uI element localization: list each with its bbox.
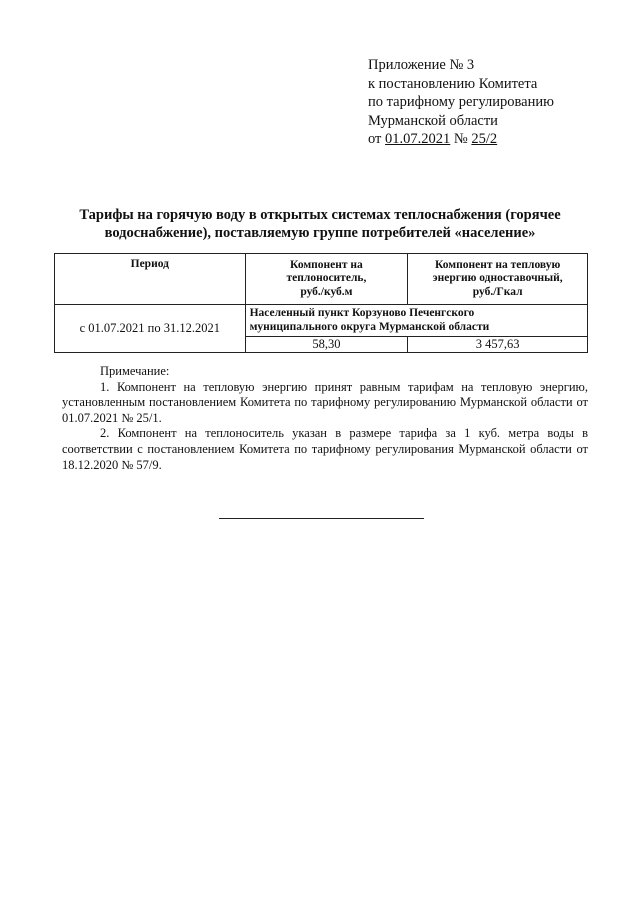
header-energy [408, 254, 588, 305]
header-coolant [245, 254, 408, 305]
settlement-line-2: муниципального округа Мурманской области [249, 320, 490, 333]
title-line-2: водоснабжение), поставляемую группе потребителей «население» [104, 225, 536, 241]
settlement-line-1: Населенный пункт Корзуново Печенгского [249, 307, 475, 319]
header-energy-line-2: энергию одноставочный, [432, 272, 563, 285]
appendix-date-line [368, 130, 554, 149]
header-period: Период [55, 254, 246, 305]
note-item-2: 2. Компонент на теплоноситель указан в размере тарифа за 1 куб. метра воды в соответствии с постановлением Комитета по тарифному регулирования Мурманской области от 18.12.2020 № 57/9. [62, 426, 588, 472]
appendix-line-1: Приложение № 3 [368, 57, 475, 73]
note-item-1: 1. Компонент на тепловую энергию принят равным тарифам на тепловую энергию, установленным постановлением Комитета по тарифному регулированию Мурманской области от 01.07.2021 № 25/1. [62, 379, 588, 425]
header-coolant-line-2: теплоноситель, [286, 272, 367, 285]
table-row [55, 305, 588, 337]
appendix-date: 01.07.2021 [385, 131, 451, 147]
notes-block [62, 364, 588, 473]
appendix-line-3: по тарифному регулированию [368, 94, 554, 110]
document-title [40, 206, 600, 242]
appendix-line-4: Мурманской области [368, 112, 498, 129]
appendix-line-2: к постановлению Комитета [368, 75, 538, 92]
table-header-row [55, 254, 588, 305]
appendix-block [368, 56, 554, 149]
title-line-1: Тарифы на горячую воду в открытых системах теплоснабжения (горячее [79, 207, 561, 223]
settlement-cell [245, 305, 587, 337]
notes-heading: Примечание: [100, 364, 170, 378]
header-coolant-line-3: руб./куб.м [300, 285, 353, 298]
header-coolant-line-1: Компонент на [290, 258, 363, 271]
header-energy-line-3: руб./Гкал [472, 285, 523, 298]
energy-value-cell: 3 457,63 [408, 337, 588, 353]
coolant-value-cell: 58,30 [245, 337, 408, 353]
appendix-date-prefix: от [368, 131, 382, 147]
header-energy-line-1: Компонент на тепловую [435, 258, 561, 271]
tariff-table [54, 253, 588, 353]
appendix-number: 25/2 [471, 131, 498, 147]
appendix-number-sign: № [453, 131, 468, 147]
period-cell: с 01.07.2021 по 31.12.2021 [55, 305, 246, 353]
separator-line [219, 518, 424, 519]
